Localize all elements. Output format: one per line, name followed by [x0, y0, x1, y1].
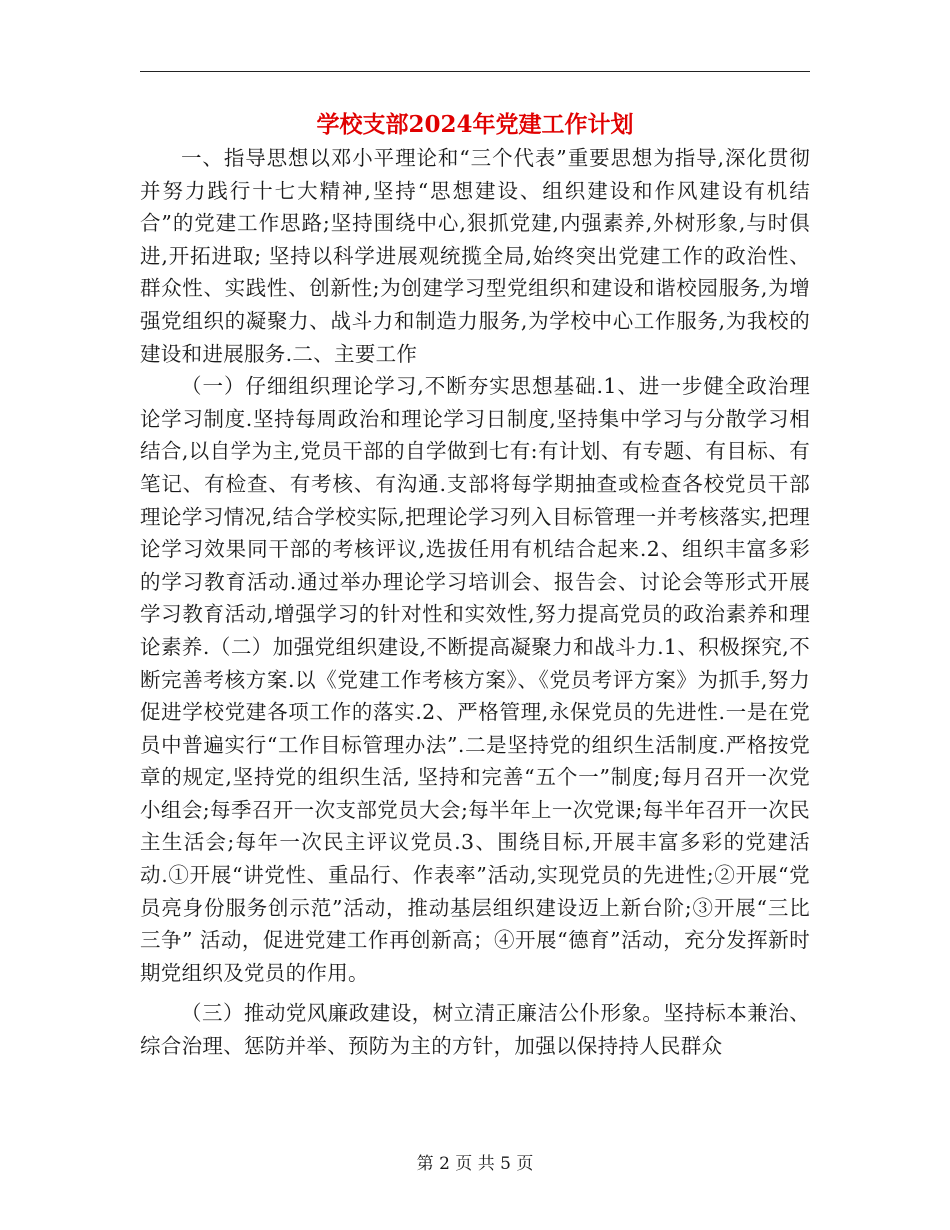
page-number: 第 2 页 共 5 页 — [416, 1154, 534, 1174]
header-rule — [140, 71, 810, 72]
document-title: 学校支部2024年党建工作计划 — [316, 111, 634, 138]
document-body — [140, 142, 810, 1063]
paragraph-guiding-ideology: 一、指导思想以邓小平理论和“三个代表”重要思想为指导,深化贯彻并努力践行十七大精神,坚持“思想建设、组织建设和作风建设有机结合”的党建工作思路;坚持围绕中心,狠抓党建,内强素养,外树形象,与时俱进,开拓进取; 坚持以科学进展观统揽全局,始终突出党建工作的政治性、群众性、实践性、创新性;为创建学习型党组织和建设和谐校园服务,为增强党组织的凝聚力、战斗力和制造力服务,为学校中心工作服务,为我校的建设和进展服务.二、主要工作 — [140, 146, 810, 366]
paragraph-theory-study-and-party-building: （一）仔细组织理论学习,不断夯实思想基础.1、进一步健全政治理论学习制度.坚持每周政治和理论学习日制度,坚持集中学习与分散学习相结合,以自学为主,党员干部的自学做到七有:有计划、有专题、有目标、有笔记、有检查、有考核、有沟通.支部将每学期抽查或检查各校党员干部理论学习情况,结合学校实际,把理论学习列入目标管理一并考核落实,把理论学习效果同干部的考核评议,选拔任用有机结合起来.2、组织丰富多彩的学习教育活动.通过举办理论学习培训会、报告会、讨论会等形式开展学习教育活动,增强学习的针对性和实效性,努力提高党员的政治素养和理论素养.（二）加强党组织建设,不断提高凝聚力和战斗力.1、积极探究,不断完善考核方案.以《党建工作考核方案》、《党员考评方案》为抓手,努力促进学校党建各项工作的落实.2、严格管理,永保党员的先进性.一是在党员中普遍实行“工作目标管理办法”.二是坚持党的组织生活制度.严格按党章的规定,坚持党的组织生活, 坚持和完善“五个一”制度;每月召开一次党小组会;每季召开一次支部党员大会;每半年上一次党课;每半年召开一次民主生活会;每年一次民主评议党员.3、围绕目标,开展丰富多彩的党建活动.①开展“讲党性、重品行、作表率”活动,实现党员的先进性;②开展“党员亮身份服务创示范”活动，推动基层组织建设迈上新台阶;③开展“三比三争” 活动，促进党建工作再创新高；④开展“德育”活动，充分发挥新时期党组织及党员的作用。 — [140, 374, 810, 985]
paragraph-clean-governance: （三）推动党风廉政建设，树立清正廉洁公仆形象。坚持标本兼治、综合治理、惩防并举、预防为主的方针，加强以保持持人民群众 — [140, 1001, 810, 1059]
